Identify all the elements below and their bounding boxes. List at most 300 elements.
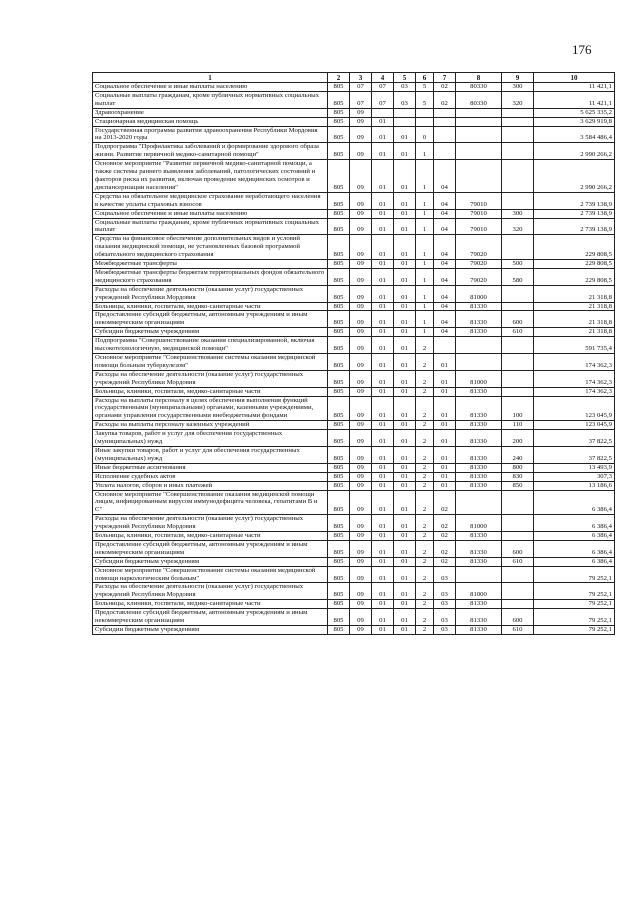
code-cell: 03 [434,609,456,626]
table-row [93,328,615,337]
code-cell: 01 [394,609,416,626]
amount-cell: 229 808,5 [534,235,615,260]
code-cell: 81330 [456,532,502,541]
code-cell: 805 [328,117,350,126]
code-cell: 04 [434,311,456,328]
code-cell: 300 [502,209,534,218]
code-cell: 09 [350,370,372,387]
code-cell: 805 [328,446,350,463]
code-cell: 805 [328,609,350,626]
amount-cell: 123 045,9 [534,421,615,430]
row-name-cell: Межбюджетные трансферты [93,260,328,269]
code-cell: 01 [372,354,394,371]
code-cell: 81330 [456,430,502,447]
code-cell: 610 [502,557,534,566]
row-name-cell: Расходы на обеспечение деятельности (оказание услуг) государственных учреждений Республики Мордовия [93,515,328,532]
code-cell: 01 [372,260,394,269]
code-cell [502,354,534,371]
code-cell [434,117,456,126]
code-cell: 805 [328,600,350,609]
row-name-cell: Основное мероприятие "Развитие первичной медико-санитарной помощи, а также системы раннего выявления заболеваний, патологических состояний и факторов риска их развития, включая проведение медицинских осмотров и диспансеризации населения" [93,160,328,193]
code-cell: 2 [416,337,434,354]
code-cell: 04 [434,160,456,193]
code-cell: 09 [350,209,372,218]
code-cell: 5 [416,83,434,92]
amount-cell: 21 318,8 [534,302,615,311]
column-header: 5 [394,73,416,83]
code-cell: 805 [328,83,350,92]
row-name-cell: Расходы на обеспечение деятельности (оказание услуг) государственных учреждений Республики Мордовия [93,285,328,302]
code-cell [502,160,534,193]
code-cell: 01 [372,328,394,337]
code-cell: 01 [372,235,394,260]
code-cell: 2 [416,481,434,490]
code-cell [434,337,456,354]
code-cell: 805 [328,566,350,583]
amount-cell: 174 362,3 [534,370,615,387]
code-cell: 09 [350,566,372,583]
code-cell: 03 [394,83,416,92]
code-cell: 09 [350,108,372,117]
amount-cell: 37 822,5 [534,430,615,447]
row-name-cell: Средства на обязательное медицинское страхование неработающего населения в качестве уплаты страховых взносов [93,192,328,209]
code-cell: 03 [434,626,456,635]
code-cell: 02 [434,83,456,92]
amount-cell: 13 186,6 [534,481,615,490]
table-row [93,192,615,209]
code-cell: 2 [416,387,434,396]
code-cell: 04 [434,302,456,311]
code-cell: 81330 [456,609,502,626]
code-cell: 01 [372,532,394,541]
code-cell: 01 [394,337,416,354]
code-cell: 01 [372,337,394,354]
amount-cell: 2 739 138,9 [534,209,615,218]
code-cell: 580 [502,268,534,285]
code-cell: 805 [328,354,350,371]
code-cell: 01 [394,566,416,583]
header-row [93,73,615,83]
table-row [93,626,615,635]
code-cell: 805 [328,583,350,600]
code-cell: 79010 [456,218,502,235]
amount-cell: 174 362,3 [534,354,615,371]
code-cell: 01 [394,126,416,143]
code-cell: 09 [350,192,372,209]
code-cell: 80330 [456,91,502,108]
code-cell: 09 [350,260,372,269]
code-cell: 09 [350,354,372,371]
code-cell: 01 [394,430,416,447]
table-row [93,490,615,515]
code-cell [456,566,502,583]
code-cell: 09 [350,446,372,463]
code-cell: 01 [394,626,416,635]
code-cell: 01 [394,396,416,421]
code-cell: 81330 [456,311,502,328]
code-cell: 805 [328,285,350,302]
code-cell: 2 [416,532,434,541]
code-cell [502,583,534,600]
code-cell: 09 [350,472,372,481]
code-cell: 01 [434,481,456,490]
column-header: 2 [328,73,350,83]
row-name-cell: Предоставление субсидий бюджетным, автономным учреждениям и иным некоммерческим организациям [93,540,328,557]
code-cell: 01 [372,396,394,421]
code-cell: 2 [416,421,434,430]
code-cell: 03 [434,583,456,600]
table-row [93,370,615,387]
code-cell: 01 [394,490,416,515]
code-cell: 04 [434,209,456,218]
code-cell: 01 [394,540,416,557]
code-cell: 805 [328,311,350,328]
row-name-cell: Государственная программа развития здравоохранения Республики Мордовия на 2013-2020 годы [93,126,328,143]
code-cell: 01 [372,126,394,143]
row-name-cell: Больницы, клиники, госпитали, медико-санитарные части [93,532,328,541]
table-row [93,396,615,421]
table-row [93,302,615,311]
code-cell: 01 [372,490,394,515]
table-row [93,446,615,463]
code-cell: 79010 [456,192,502,209]
code-cell: 2 [416,463,434,472]
amount-cell: 229 808,5 [534,268,615,285]
code-cell: 01 [394,354,416,371]
code-cell: 81330 [456,328,502,337]
code-cell: 805 [328,396,350,421]
code-cell: 805 [328,126,350,143]
code-cell: 01 [394,532,416,541]
row-name-cell: Подпрограмма "Профилактика заболеваний и формирование здорового образа жизни. Развитие первичной медико-санитарной помощи" [93,143,328,160]
code-cell: 01 [372,143,394,160]
code-cell [456,117,502,126]
code-cell: 01 [372,626,394,635]
code-cell: 240 [502,446,534,463]
code-cell: 805 [328,532,350,541]
code-cell: 09 [350,557,372,566]
code-cell: 01 [394,328,416,337]
row-name-cell: Предоставление субсидий бюджетным, автономным учреждениям и иным некоммерческим организациям [93,609,328,626]
row-name-cell: Средства на финансовое обеспечение дополнительных видов и условий оказания медицинской помощи, не установленных базовой программой обязательного медицинского страхования [93,235,328,260]
column-header: 4 [372,73,394,83]
code-cell: 04 [434,218,456,235]
code-cell: 2 [416,609,434,626]
row-name-cell: Исполнение судебных актов [93,472,328,481]
code-cell: 09 [350,532,372,541]
code-cell: 09 [350,430,372,447]
code-cell: 600 [502,540,534,557]
code-cell: 81330 [456,387,502,396]
code-cell: 01 [372,421,394,430]
amount-cell: 229 808,5 [534,260,615,269]
code-cell: 09 [350,387,372,396]
code-cell: 1 [416,218,434,235]
code-cell: 09 [350,609,372,626]
code-cell: 01 [394,583,416,600]
row-name-cell: Расходы на обеспечение деятельности (оказание услуг) государственных учреждений Республики Мордовия [93,583,328,600]
code-cell: 09 [350,126,372,143]
row-name-cell: Больницы, клиники, госпитали, медико-санитарные части [93,302,328,311]
table-row [93,354,615,371]
table-row [93,235,615,260]
code-cell: 02 [434,490,456,515]
row-name-cell: Больницы, клиники, госпитали, медико-санитарные части [93,387,328,396]
code-cell: 01 [394,472,416,481]
code-cell: 01 [372,446,394,463]
code-cell: 1 [416,143,434,160]
code-cell: 1 [416,235,434,260]
code-cell: 09 [350,235,372,260]
code-cell: 1 [416,285,434,302]
amount-cell: 5 625 335,2 [534,108,615,117]
code-cell: 01 [372,160,394,193]
code-cell [502,126,534,143]
code-cell: 01 [394,192,416,209]
code-cell: 500 [502,260,534,269]
amount-cell: 2 739 138,9 [534,192,615,209]
amount-cell: 21 318,8 [534,311,615,328]
code-cell: 81330 [456,396,502,421]
code-cell: 01 [394,209,416,218]
row-name-cell: Стационарная медицинская помощь [93,117,328,126]
code-cell: 01 [434,354,456,371]
amount-cell: 6 386,4 [534,540,615,557]
code-cell: 2 [416,626,434,635]
table-row [93,160,615,193]
table-row [93,268,615,285]
code-cell: 805 [328,421,350,430]
code-cell [456,354,502,371]
row-name-cell: Субсидии бюджетным учреждениям [93,328,328,337]
code-cell: 04 [434,328,456,337]
table-row [93,609,615,626]
code-cell [502,108,534,117]
code-cell: 03 [434,566,456,583]
code-cell: 805 [328,540,350,557]
code-cell [434,143,456,160]
code-cell: 09 [350,117,372,126]
code-cell: 01 [394,481,416,490]
code-cell [502,515,534,532]
code-cell: 2 [416,557,434,566]
code-cell: 01 [372,285,394,302]
amount-cell: 79 252,1 [534,566,615,583]
code-cell: 300 [502,83,534,92]
code-cell: 03 [434,600,456,609]
table-row [93,557,615,566]
code-cell: 01 [372,463,394,472]
code-cell: 09 [350,463,372,472]
code-cell: 07 [350,83,372,92]
code-cell: 07 [372,83,394,92]
row-name-cell: Уплата налогов, сборов и иных платежей [93,481,328,490]
amount-cell: 591 735,4 [534,337,615,354]
code-cell: 805 [328,209,350,218]
code-cell: 81330 [456,463,502,472]
code-cell: 2 [416,354,434,371]
code-cell: 09 [350,268,372,285]
code-cell: 81000 [456,583,502,600]
table-row [93,337,615,354]
code-cell: 01 [372,472,394,481]
code-cell: 01 [394,311,416,328]
code-cell: 2 [416,515,434,532]
code-cell: 01 [372,515,394,532]
code-cell: 0 [416,126,434,143]
code-cell: 81000 [456,370,502,387]
table-row [93,108,615,117]
row-name-cell: Расходы на выплаты персоналу в целях обеспечения выполнения функций государственными (муниципальными) органами, казенными учреждениями, органами управления государственными внебюджетными фондами [93,396,328,421]
code-cell: 805 [328,192,350,209]
code-cell: 01 [372,209,394,218]
row-name-cell: Иные закупки товаров, работ и услуг для обеспечения государственных (муниципальных) нужд [93,446,328,463]
amount-cell: 79 252,1 [534,609,615,626]
code-cell: 805 [328,472,350,481]
code-cell [502,117,534,126]
code-cell: 07 [350,91,372,108]
code-cell: 01 [394,446,416,463]
code-cell: 805 [328,160,350,193]
code-cell: 01 [372,302,394,311]
amount-cell: 6 386,4 [534,532,615,541]
code-cell: 2 [416,430,434,447]
column-header: 7 [434,73,456,83]
code-cell: 805 [328,481,350,490]
code-cell [502,192,534,209]
code-cell: 610 [502,626,534,635]
row-name-cell: Субсидии бюджетным учреждениям [93,557,328,566]
code-cell: 09 [350,490,372,515]
table-row [93,532,615,541]
code-cell: 09 [350,328,372,337]
column-header: 9 [502,73,534,83]
code-cell [456,490,502,515]
code-cell: 200 [502,430,534,447]
amount-cell: 2 990 266,2 [534,160,615,193]
column-header: 8 [456,73,502,83]
code-cell: 600 [502,311,534,328]
code-cell: 81330 [456,446,502,463]
code-cell: 01 [394,515,416,532]
code-cell: 01 [394,143,416,160]
table-row [93,91,615,108]
code-cell [502,566,534,583]
code-cell: 01 [434,463,456,472]
code-cell: 850 [502,481,534,490]
code-cell: 805 [328,268,350,285]
code-cell: 79010 [456,209,502,218]
column-header: 10 [534,73,615,83]
code-cell: 01 [372,192,394,209]
code-cell: 5 [416,91,434,108]
row-name-cell: Расходы на выплаты персоналу казенных учреждений [93,421,328,430]
code-cell: 01 [372,311,394,328]
code-cell: 01 [394,260,416,269]
amount-cell: 79 252,1 [534,600,615,609]
row-name-cell: Закупка товаров, работ и услуг для обеспечения государственных (муниципальных) нужд [93,430,328,447]
code-cell: 01 [394,302,416,311]
code-cell [434,108,456,117]
code-cell [434,126,456,143]
table-row [93,285,615,302]
code-cell [502,143,534,160]
row-name-cell: Предоставление субсидий бюджетным, автономным учреждениям и иным некоммерческим организациям [93,311,328,328]
code-cell: 320 [502,218,534,235]
row-name-cell: Социальные выплаты гражданам, кроме публичных нормативных социальных выплат [93,218,328,235]
code-cell: 81330 [456,481,502,490]
code-cell: 02 [434,540,456,557]
page-number: 176 [572,42,592,57]
code-cell: 09 [350,583,372,600]
code-cell [502,490,534,515]
row-name-cell: Основное мероприятие "Совершенствование системы оказания медицинской помощи наркологическим больным" [93,566,328,583]
code-cell: 79020 [456,260,502,269]
code-cell: 02 [434,91,456,108]
code-cell: 02 [434,557,456,566]
code-cell [394,108,416,117]
code-cell: 805 [328,515,350,532]
amount-cell: 79 252,1 [534,583,615,600]
amount-cell: 11 421,1 [534,83,615,92]
code-cell: 830 [502,472,534,481]
code-cell: 01 [394,218,416,235]
code-cell: 02 [434,532,456,541]
code-cell: 09 [350,396,372,421]
code-cell: 805 [328,490,350,515]
code-cell: 01 [434,472,456,481]
code-cell: 09 [350,626,372,635]
code-cell: 1 [416,209,434,218]
code-cell: 01 [394,235,416,260]
row-name-cell: Межбюджетные трансферты бюджетам территориальных фондов обязательного медицинского страхования [93,268,328,285]
table-row [93,515,615,532]
code-cell [502,285,534,302]
code-cell: 81330 [456,557,502,566]
code-cell: 09 [350,160,372,193]
code-cell [502,337,534,354]
amount-cell: 3 629 919,8 [534,117,615,126]
code-cell: 805 [328,557,350,566]
code-cell [456,126,502,143]
row-name-cell: Социальное обеспечение и иные выплаты населению [93,209,328,218]
amount-cell: 6 386,4 [534,515,615,532]
table-row [93,260,615,269]
code-cell: 09 [350,302,372,311]
code-cell: 01 [372,268,394,285]
code-cell [372,108,394,117]
row-name-cell: Подпрограмма "Совершенствование оказания специализированной, включая высокотехнологичную, медицинской помощи" [93,337,328,354]
code-cell: 1 [416,311,434,328]
code-cell: 01 [434,430,456,447]
code-cell: 01 [434,387,456,396]
code-cell [394,117,416,126]
amount-cell: 2 739 138,9 [534,218,615,235]
code-cell: 2 [416,566,434,583]
code-cell [502,302,534,311]
code-cell [502,235,534,260]
code-cell: 805 [328,108,350,117]
code-cell: 04 [434,235,456,260]
code-cell: 2 [416,490,434,515]
row-name-cell: Больницы, клиники, госпитали, медико-санитарные части [93,600,328,609]
code-cell: 09 [350,218,372,235]
code-cell: 805 [328,260,350,269]
code-cell: 805 [328,235,350,260]
code-cell: 01 [372,583,394,600]
amount-cell: 307,3 [534,472,615,481]
amount-cell: 79 252,1 [534,626,615,635]
